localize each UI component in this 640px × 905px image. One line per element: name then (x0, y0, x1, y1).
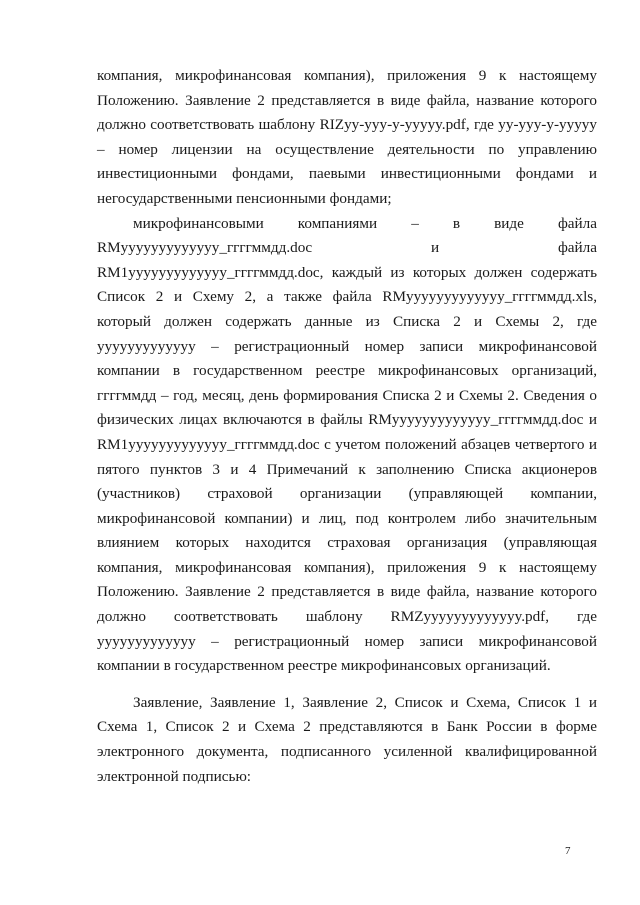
paragraph-microfinance-companies: микрофинансовыми компаниями – в виде файла RMyyyyyyyyyyyyy_ггггммдд.doc и файла RM1yyyyyyyyyyyyy_ггггммдд.doc, каждый из которых должен содержать Список 2 и Схему 2, а также файла RMyyyyyyyyyyyyy_ггггммдд.xls, который должен содержать данные из Списка 2 и Схемы 2, где yyyyyyyyyyyyy – регистрационный номер записи микрофинансовой компании в государственном реестре микрофинансовых организаций, ггггммдд – год, месяц, день формирования Списка 2 и Схемы 2. Сведения о физических лицах включаются в файлы RMyyyyyyyyyyyyy_ггггммдд.doc и RM1yyyyyyyyyyyyy_ггггммдд.doc с учетом положений абзацев четвертого и пятого пунктов 3 и 4 Примечаний к заполнению Списка акционеров (участников) страховой организации (управляющей компании, микрофинансовой компании) и лиц, под контролем либо значительным влиянием которых находится страховая организация (управляющая компания, микрофинансовая компания), приложения 9 к настоящему Положению. Заявление 2 представляется в виде файла, название которого должно соответствовать шаблону RMZyyyyyyyyyyyyy.pdf, где yyyyyyyyyyyyy – регистрационный номер записи микрофинансовой компании в государственном реестре микрофинансовых организаций. (97, 214, 597, 675)
page-number: 7 (565, 845, 571, 857)
paragraph-electronic-submission: Заявление, Заявление 1, Заявление 2, Список и Схема, Список 1 и Схема 1, Список 2 и Схема 2 представляются в Банк России в форме электронного документа, подписанного усиленной квалифицированной электронной подписью: (97, 693, 597, 785)
document-body (97, 64, 597, 789)
paragraph-continuation: компания, микрофинансовая компания), приложения 9 к настоящему Положению. Заявление 2 представляется в виде файла, название которого должно соответствовать шаблону RIZyy-yyy-y-yyyyy.pdf, где yy-yyy-y-yyyyy – номер лицензии на осуществление деятельности по управлению инвестиционными фондами, паевыми инвестиционными фондами и негосударственными пенсионными фондами; (97, 67, 597, 207)
